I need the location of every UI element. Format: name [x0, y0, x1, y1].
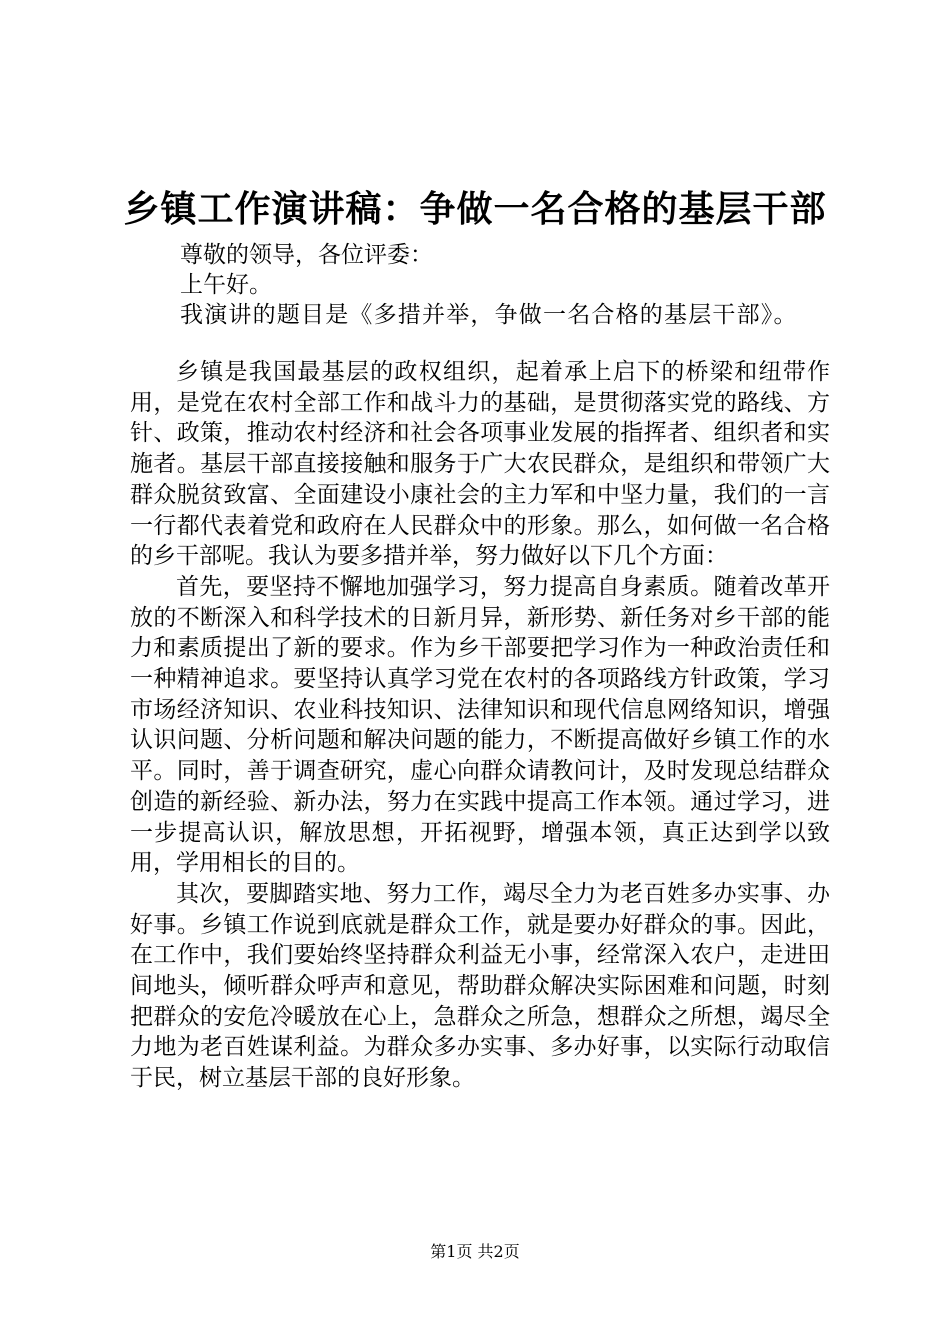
document-body [130, 357, 830, 1094]
page-number-footer: 第1页 共2页 [430, 1242, 520, 1261]
paragraph-first: 首先，要坚持不懈地加强学习，努力提高自身素质。随着改革开放的不断深入和科学技术的日新月异，新形势、新任务对乡干部的能力和素质提出了新的要求。作为乡干部要把学习作为一种政治责任和一种精神追求。要坚持认真学习党在农村的各项路线方针政策，学习市场经济知识、农业科技知识、法律知识和现代信息网络知识，增强认识问题、分析问题和解决问题的能力，不断提高做好乡镇工作的水平。同时，善于调查研究，虚心向群众请教问计，及时发现总结群众创造的新经验、新办法，努力在实践中提高工作本领。通过学习，进一步提高认识，解放思想，开拓视野，增强本领，真正达到学以致用，学用相长的目的。 [130, 573, 830, 877]
greeting-hello: 上午好。 [180, 272, 272, 298]
greeting-salutation: 尊敬的领导，各位评委： [180, 242, 433, 268]
paragraph-second: 其次，要脚踏实地、努力工作，竭尽全力为老百姓多办实事、办好事。乡镇工作说到底就是群众工作，就是要办好群众的事。因此，在工作中，我们要始终坚持群众利益无小事，经常深入农户，走进田间地头，倾听群众呼声和意见，帮助群众解决实际困难和问题，时刻把群众的安危冷暖放在心上，急群众之所急，想群众之所想，竭尽全力地为老百姓谋利益。为群众多办实事、多办好事，以实际行动取信于民，树立基层干部的良好形象。 [130, 880, 830, 1092]
paragraph-intro: 乡镇是我国最基层的政权组织，起着承上启下的桥梁和纽带作用，是党在农村全部工作和战斗力的基础，是贯彻落实党的路线、方针、政策，推动农村经济和社会各项事业发展的指挥者、组织者和实施者。基层干部直接接触和服务于广大农民群众，是组织和带领广大群众脱贫致富、全面建设小康社会的主力军和中坚力量，我们的一言一行都代表着党和政府在人民群众中的形象。那么，如何做一名合格的乡干部呢。我认为要多措并举，努力做好以下几个方面： [130, 359, 830, 570]
greeting-topic: 我演讲的题目是《多措并举，争做一名合格的基层干部》。 [180, 302, 798, 328]
document-title: 乡镇工作演讲稿：争做一名合格的基层干部 [123, 188, 827, 230]
